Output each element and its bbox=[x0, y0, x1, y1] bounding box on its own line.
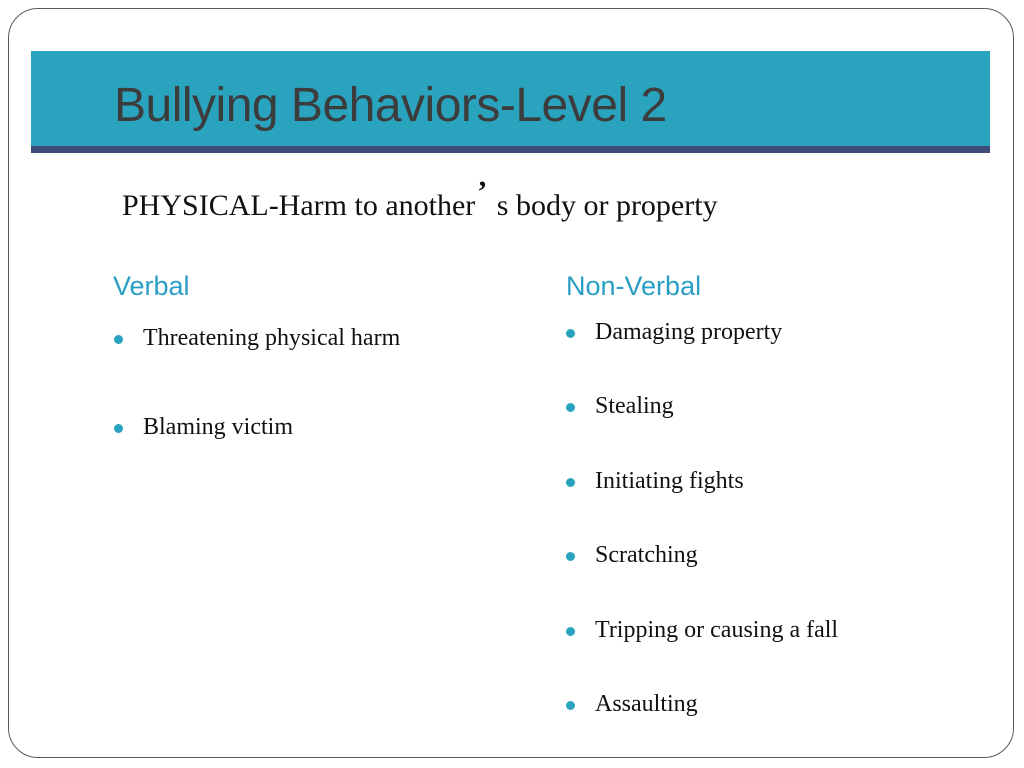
subtitle-apostrophe: ’ bbox=[477, 175, 488, 208]
subtitle-text-part2: s body or property bbox=[489, 189, 718, 222]
list-item-text: Damaging property bbox=[595, 319, 783, 345]
slide-subtitle bbox=[122, 175, 718, 224]
bullet-dot-icon bbox=[566, 478, 575, 487]
column-heading-non-verbal: Non-Verbal bbox=[566, 271, 702, 301]
bullet-dot-icon bbox=[566, 627, 575, 636]
slide-title: Bullying Behaviors-Level 2 bbox=[114, 79, 667, 132]
list-item-text: Scratching bbox=[595, 542, 698, 568]
title-underline bbox=[31, 146, 990, 153]
list-item-text: Threatening physical harm bbox=[143, 325, 401, 351]
list-item-text: Initiating fights bbox=[595, 468, 744, 494]
bullet-dot-icon bbox=[114, 424, 123, 433]
column-heading-verbal: Verbal bbox=[113, 271, 190, 301]
list-item-text: Stealing bbox=[595, 393, 674, 419]
list-item-text: Assaulting bbox=[595, 691, 698, 717]
subtitle-text-part1: PHYSICAL-Harm to another bbox=[122, 189, 476, 222]
bullet-dot-icon bbox=[566, 701, 575, 710]
bullet-dot-icon bbox=[566, 403, 575, 412]
list-item-text: Blaming victim bbox=[143, 414, 293, 440]
bullet-dot-icon bbox=[566, 552, 575, 561]
verbal-bullet-list bbox=[114, 324, 534, 464]
bullet-dot-icon bbox=[566, 329, 575, 338]
list-item-text: Tripping or causing a fall bbox=[595, 617, 839, 643]
bullet-dot-icon bbox=[114, 335, 123, 344]
non-verbal-bullet-list bbox=[566, 318, 966, 738]
